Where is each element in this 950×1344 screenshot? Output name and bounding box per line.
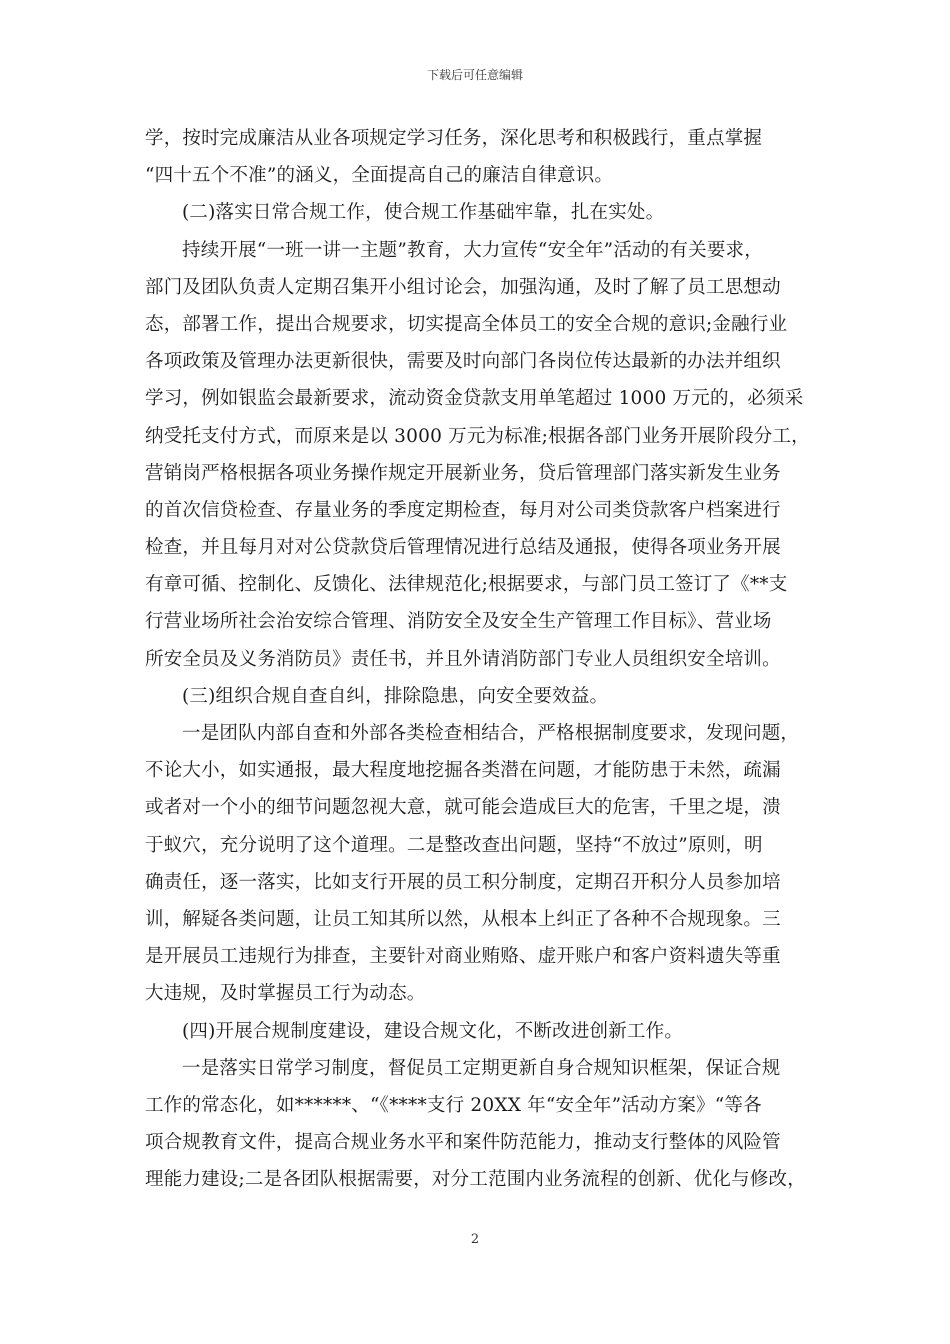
text-line: 所安全员及义务消防员》责任书，并且外请消防部门专业人员组织安全培训。 <box>145 648 781 670</box>
text-line: 学，按时完成廉洁从业各项规定学习任务，深化思考和积极践行，重点掌握 <box>145 128 763 149</box>
text-line: 态，部署工作，提出合规要求，切实提高全体员工的安全合规的意识;金融行业 <box>145 313 788 335</box>
text-line: 于蚁穴，充分说明了这个道理。二是整改查出问题，坚持“不放过”原则，明 <box>145 834 763 856</box>
text-line: 部门及团队负责人定期召集开小组讨论会，加强沟通，及时了解了员工思想动 <box>145 276 781 298</box>
text-line: 一是落实日常学习制度，督促员工定期更新自身合规知识框架，保证合规 <box>182 1057 781 1079</box>
text-line: 不论大小，如实通报，最大程度地挖掘各类潜在问题，才能防患于未然，疏漏 <box>145 760 781 782</box>
page-number: 2 <box>470 1232 480 1247</box>
text-line: 或者对一个小的细节问题忽视大意，就可能会造成巨大的危害，千里之堤，溃 <box>145 797 781 819</box>
text-line: 学习，例如银监会最新要求，流动资金贷款支用单笔超过 1000 万元的，必须采 <box>145 388 804 410</box>
text-line: 是开展员工违规行为排查，主要针对商业贿赂、虚开账户和客户资料遗失等重 <box>145 946 781 968</box>
text-line: 行营业场所社会治安综合管理、消防安全及安全生产管理工作目标》、营业场 <box>145 611 772 633</box>
text-line: (三)组织合规自查自纠，排除隐患，向安全要效益。 <box>182 685 609 707</box>
text-line: (二)落实日常合规工作，使合规工作基础牢靠，扎在实处。 <box>182 202 665 224</box>
text-line: 理能力建设;二是各团队根据需要，对分工范围内业务流程的创新、优化与修改， <box>145 1169 806 1191</box>
text-line: 训，解疑各类问题，让员工知其所以然，从根本上纠正了各种不合规现象。三 <box>145 908 781 930</box>
text-line: 营销岗严格根据各项业务操作规定开展新业务，贷后管理部门落实新发生业务 <box>145 462 781 484</box>
page-header: 下载后可任意编辑 <box>426 68 523 82</box>
text-line: 纳受托支付方式，而原来是以 3000 万元为标准;根据各部门业务开展阶段分工， <box>145 425 810 447</box>
text-line: 大违规，及时掌握员工行为动态。 <box>145 983 426 1005</box>
text-line: 检查，并且每月对对公贷款贷后管理情况进行总结及通报，使得各项业务开展 <box>145 537 781 559</box>
text-line: “四十五个不准”的涵义，全面提高自己的廉洁自律意识。 <box>145 165 614 187</box>
document-body <box>145 120 813 1198</box>
text-line: 的首次信贷检查、存量业务的季度定期检查，每月对公司类贷款客户档案进行 <box>145 499 781 521</box>
text-line: 有章可循、控制化、反馈化、法律规范化;根据要求，与部门员工签订了《**支 <box>145 574 788 596</box>
text-line: 项合规教育文件，提高合规业务水平和案件防范能力，推动支行整体的风险管 <box>145 1132 781 1154</box>
text-line: 确责任，逐一落实，比如支行开展的员工积分制度，定期召开积分人员参加培 <box>145 871 781 893</box>
text-line: 工作的常态化，如******、“《****支行 20XX 年“安全年”活动方案》“等各 <box>145 1094 762 1116</box>
text-line: 一是团队内部自查和外部各类检查相结合，严格根据制度要求，发现问题， <box>182 723 800 744</box>
text-line: 持续开展“一班一讲一主题”教育，大力宣传“安全年”活动的有关要求， <box>182 239 763 261</box>
text-line: 各项政策及管理办法更新很快，需要及时向部门各岗位传达最新的办法并组织 <box>145 351 781 373</box>
text-line: (四)开展合规制度建设，建设合规文化，不断改进创新工作。 <box>182 1020 684 1042</box>
